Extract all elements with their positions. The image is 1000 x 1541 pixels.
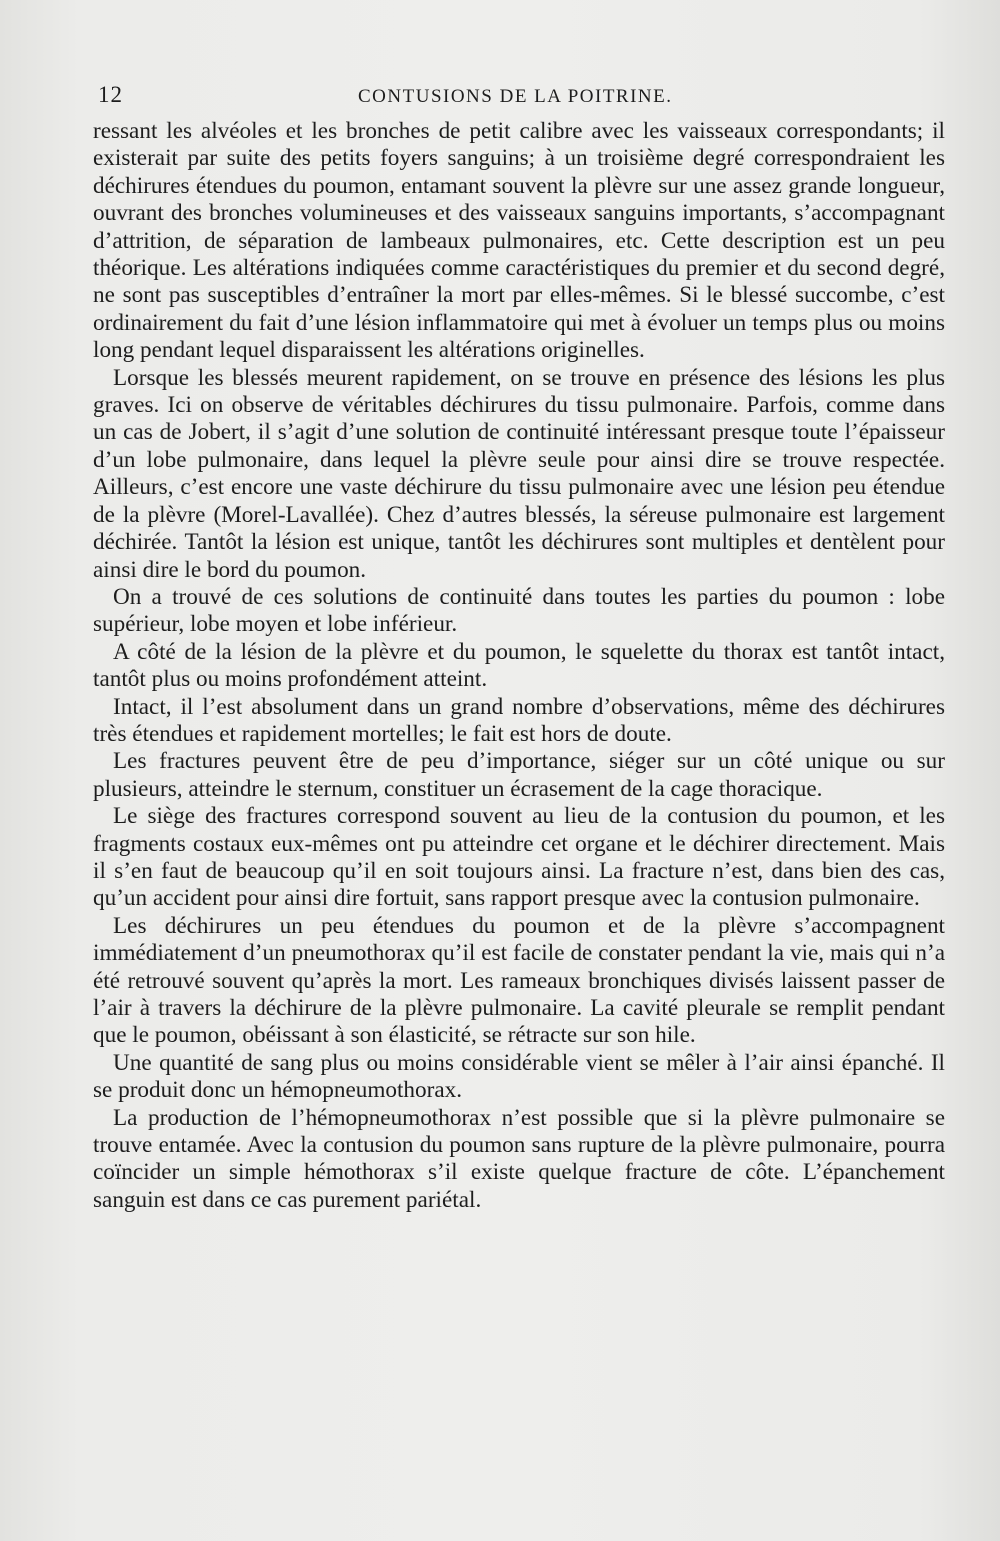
paragraph-continuation: ressant les alvéoles et les bronches de petit calibre avec les vaisseaux correspondants; il existerait par suite des petits foyers sanguins; à un troisième degré correspondraient les déchirures étendues du poumon, entamant souvent la plèvre sur une assez grande longueur, ouvrant des bronches volumineuses et des vaisseaux sanguins importants, s’accompagnant d’attrition, de séparation de lambeaux pulmonaires, etc. Cette description est un peu théorique. Les altérations indiquées comme caractéristiques du premier et du second degré, ne sont pas susceptibles d’entraîner la mort par elles-mêmes. Si le blessé succombe, c’est ordinairement du fait d’une lésion inflammatoire qui met à évoluer un temps plus ou moins long pendant lequel disparaissent les altérations originelles.: [93, 118, 945, 364]
paragraph-fractures: Les fractures peuvent être de peu d’importance, siéger sur un côté unique ou sur plusieurs, atteindre le sternum, constituer un écrasement de la cage thoracique.: [93, 748, 945, 802]
page-number: 12: [98, 82, 123, 107]
paragraph-hemothorax: La production de l’hémopneumothorax n’est possible que si la plèvre pulmonaire se trouve entamée. Avec la contusion du poumon sans rupture de la plèvre pulmonaire, pourra coïncider un simple hémothorax s’il existe quelque fracture de côte. L’épanchement sanguin est dans ce cas purement pariétal.: [93, 1104, 945, 1213]
body-text: [93, 118, 945, 1214]
paragraph-rapid-death-lesions: Lorsque les blessés meurent rapidement, on se trouve en présence des lésions les plus graves. Ici on observe de véritables déchirures du tissu pulmonaire. Parfois, comme dans un cas de Jobert, il s’agit d’une solution de continuité intéressant presque toute l’épaisseur d’un lobe pulmonaire, dans lequel la plèvre seule pour ainsi dire se trouve respectée. Ailleurs, c’est encore une vaste déchirure du tissu pulmonaire avec une lésion peu étendue de la plèvre (Morel-Lavallée). Chez d’autres blessés, la séreuse pulmonaire est largement déchirée. Tantôt la lésion est unique, tantôt les déchirures sont multiples et dentèlent pour ainsi dire le bord du poumon.: [93, 364, 945, 583]
paragraph-lobe-locations: On a trouvé de ces solutions de continuité dans toutes les parties du poumon : lobe supérieur, lobe moyen et lobe inférieur.: [93, 583, 945, 638]
paragraph-intact-skeleton: Intact, il l’est absolument dans un grand nombre d’observations, même des déchirures très étendues et rapidement mortelles; le fait est hors de doute.: [93, 693, 945, 747]
paragraph-pneumothorax: Les déchirures un peu étendues du poumon et de la plèvre s’accompagnent immédiatement d’un pneumothorax qu’il est facile de constater pendant la vie, mais qui n’a été retrouvé souvent qu’après la mort. Les rameaux bronchiques divisés laissent passer de l’air à travers la déchirure de la plèvre pulmonaire. La cavité pleurale se remplit pendant que le poumon, obéissant à son élasticité, se rétracte sur son hile.: [93, 912, 945, 1049]
paragraph-thorax-skeleton: A côté de la lésion de la plèvre et du poumon, le squelette du thorax est tantôt intact, tantôt plus ou moins profondément atteint.: [93, 638, 945, 693]
paragraph-fracture-site: Le siège des fractures correspond souvent au lieu de la contusion du poumon, et les fragments costaux eux-mêmes ont pu atteindre cet organe et le déchirer directement. Mais il s’en faut de beaucoup qu’il en soit toujours ainsi. La fracture n’est, dans bien des cas, qu’un accident pour ainsi dire fortuit, sans rapport presque avec la contusion pulmonaire.: [93, 803, 945, 912]
running-title: CONTUSIONS DE LA POITRINE.: [358, 86, 673, 107]
paragraph-hemopneumothorax: Une quantité de sang plus ou moins considérable vient se mêler à l’air ainsi épanché. Il se produit donc un hémopneumothorax.: [93, 1049, 945, 1104]
page-header: [96, 82, 946, 116]
